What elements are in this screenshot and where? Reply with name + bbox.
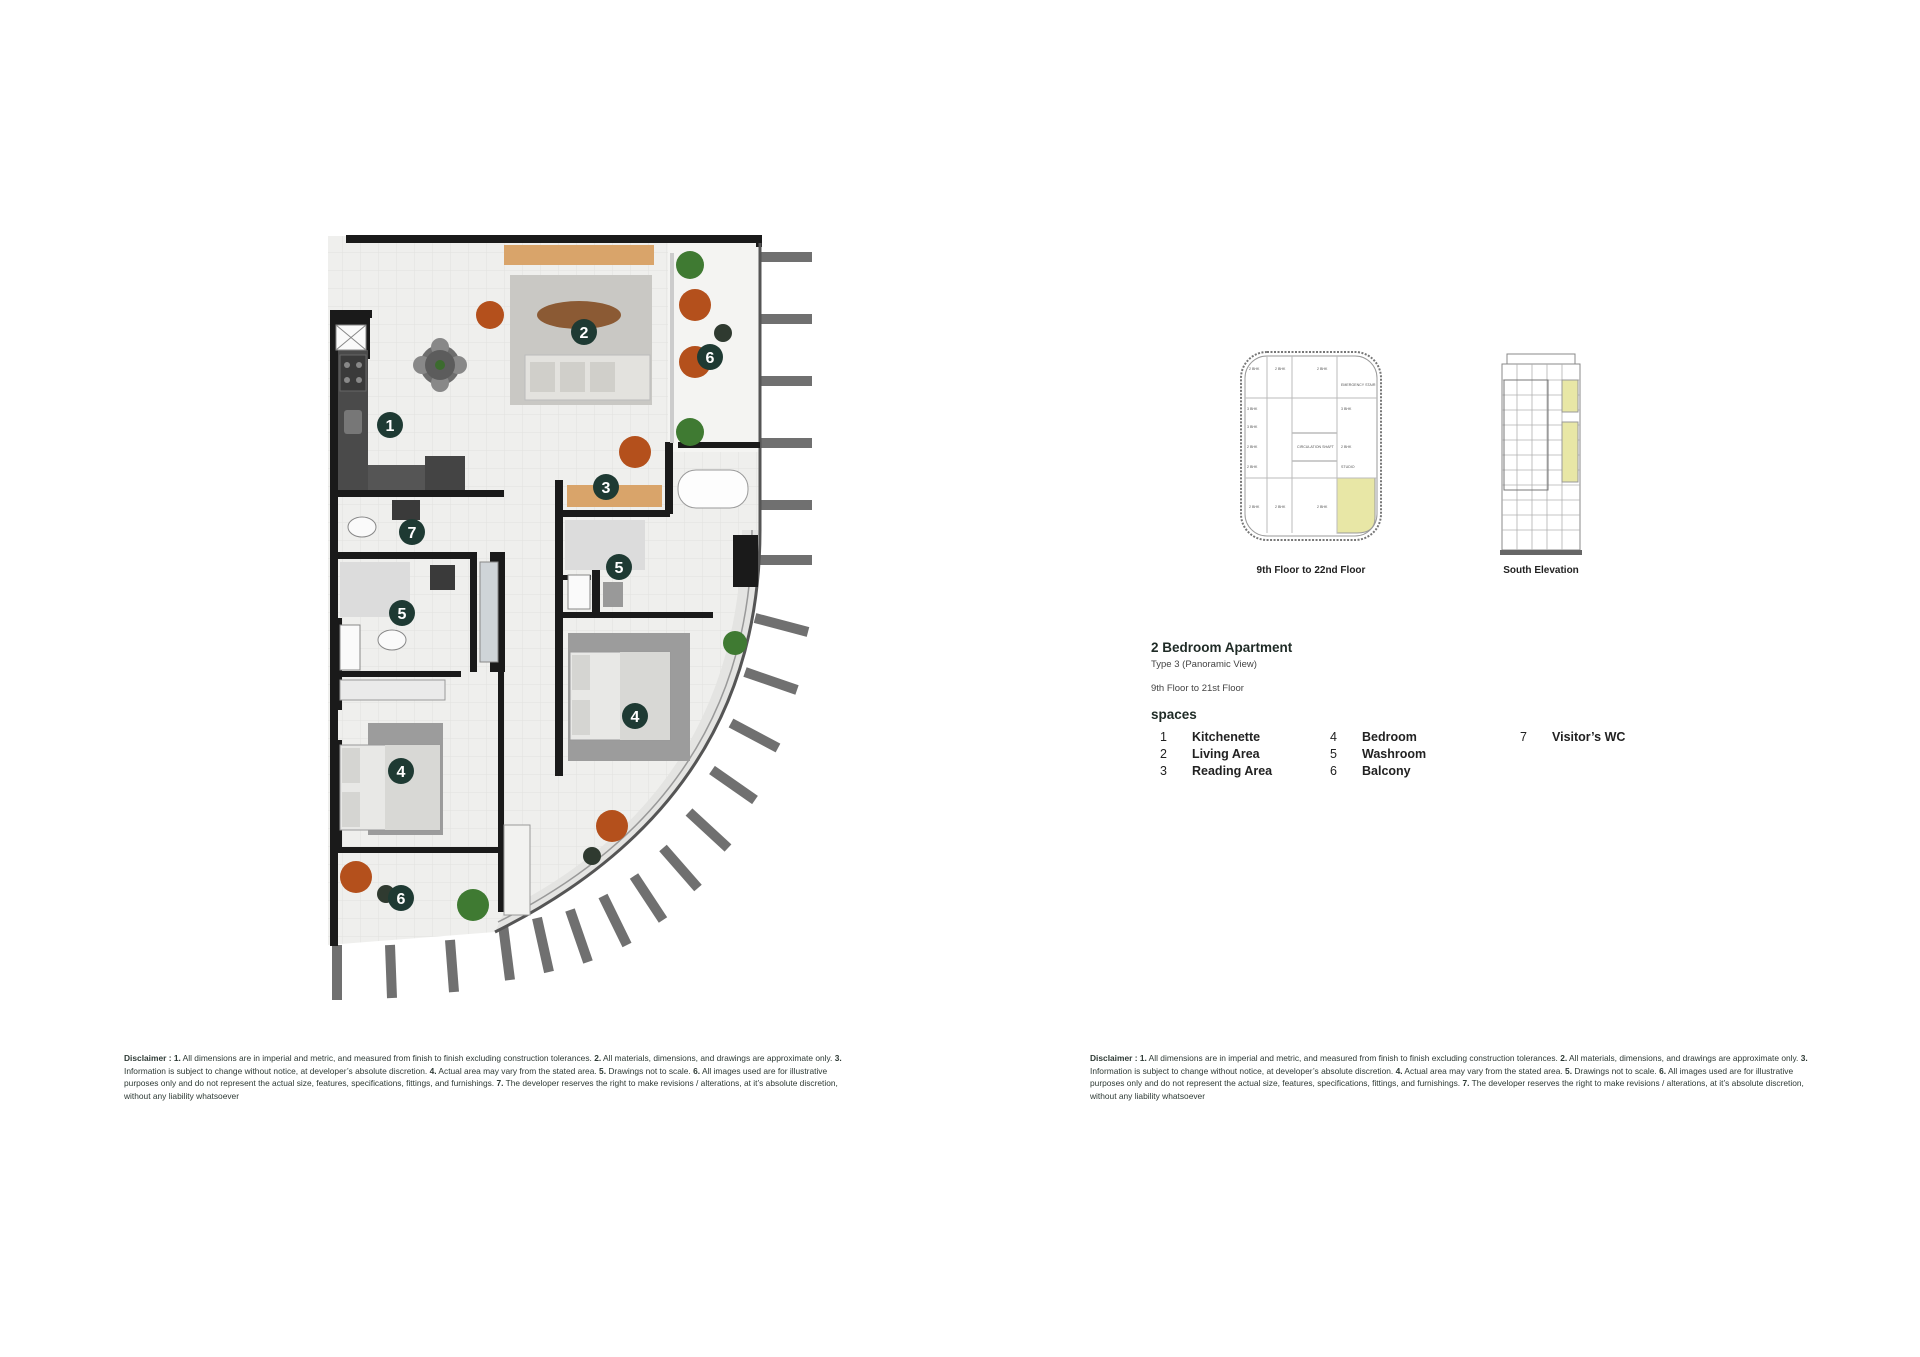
space-num: 7 — [1520, 730, 1527, 744]
space-item — [1330, 730, 1417, 744]
marker-5-left-label: 5 — [397, 606, 407, 623]
key-room-label: 2 BHK — [1249, 367, 1260, 371]
disclaimer-text: Drawings not to scale. — [1572, 1065, 1660, 1076]
key-floor-plan — [1237, 348, 1385, 546]
bathtub — [678, 470, 748, 508]
apartment-subtitle: Type 3 (Panoramic View) — [1151, 659, 1257, 670]
key-plan-caption: 9th Floor to 22nd Floor — [1256, 565, 1366, 576]
marker-4-left — [388, 758, 414, 784]
disclaimer-num: 6. — [1659, 1065, 1667, 1076]
disclaimer-text: The developer reserves the right to make revisions / alterations, at it’s absolute discretion, without any liability whatsoever — [124, 1078, 838, 1101]
space-label: Living Area — [1192, 747, 1260, 761]
marker-5-center-label: 5 — [614, 560, 624, 577]
disclaimer-text: All materials, dimensions, and drawings are approximate only. — [1567, 1053, 1801, 1063]
marker-4-left-label: 4 — [396, 764, 406, 781]
marker-5-center — [606, 554, 632, 580]
space-num: 4 — [1330, 730, 1337, 744]
disclaimer-num: 4. — [429, 1065, 437, 1076]
disclaimer-text: All materials, dimensions, and drawings are approximate only. — [601, 1053, 835, 1063]
disclaimer-left — [124, 1052, 852, 1102]
key-room-label: 2 BHK — [1275, 367, 1286, 371]
disclaimer-text: Information is subject to change without notice, at developer’s absolute discretion. — [1090, 1065, 1396, 1076]
disclaimer-label: Disclaimer : — [1090, 1053, 1138, 1063]
marker-7 — [399, 519, 425, 545]
disclaimer-num: 7. — [1462, 1078, 1470, 1089]
space-num: 3 — [1160, 764, 1167, 778]
disclaimer-num: 5. — [599, 1065, 607, 1076]
facade-fins-right — [760, 252, 812, 565]
key-room-label: 2 BHK — [1247, 445, 1258, 449]
key-room-label: 2 BHK — [1275, 505, 1286, 509]
space-item — [1520, 730, 1625, 744]
key-room-label: 2 BHK — [1317, 367, 1328, 371]
marker-4-right-label: 4 — [630, 709, 640, 726]
marker-1 — [377, 412, 403, 438]
key-room-label: 2 BHK — [1317, 505, 1328, 509]
space-num: 2 — [1160, 747, 1167, 761]
disclaimer-num: 3. — [1800, 1053, 1808, 1063]
disclaimer-num: 1. — [1139, 1053, 1147, 1063]
apartment-floors: 9th Floor to 21st Floor — [1151, 683, 1244, 694]
key-room-label: 3 BHK — [1341, 407, 1352, 411]
space-label: Balcony — [1362, 764, 1411, 778]
marker-3-label: 3 — [601, 480, 611, 497]
key-room-label: EMERGENCY STAIR — [1341, 383, 1376, 387]
key-room-label: 3 BHK — [1247, 425, 1258, 429]
south-elevation — [1492, 350, 1590, 568]
visitor-wc-fixtures — [392, 500, 420, 520]
space-label: Kitchenette — [1192, 730, 1261, 744]
space-item — [1160, 747, 1260, 761]
disclaimer-num: 6. — [693, 1065, 701, 1076]
marker-6-bottom-label: 6 — [396, 891, 406, 908]
space-num: 1 — [1160, 730, 1167, 744]
washroom-center-fixtures — [565, 520, 645, 570]
wardrobe — [504, 825, 530, 915]
disclaimer-text: Information is subject to change without notice, at developer’s absolute discretion. — [124, 1065, 430, 1076]
marker-2 — [571, 319, 597, 345]
key-room-label: 2 BHK — [1341, 445, 1352, 449]
key-room-label: 2 BHK — [1249, 505, 1260, 509]
marker-6-top — [697, 344, 723, 370]
disclaimer-num: 1. — [173, 1053, 181, 1063]
disclaimer-text: Actual area may vary from the stated area. — [436, 1065, 600, 1076]
disclaimer-right — [1090, 1052, 1818, 1102]
space-num: 5 — [1330, 747, 1337, 761]
key-room-label: 2 BHK — [1247, 465, 1258, 469]
disclaimer-label: Disclaimer : — [124, 1053, 172, 1063]
disclaimer-num: 4. — [1395, 1065, 1403, 1076]
bedroom-right-furniture — [568, 633, 690, 761]
disclaimer-num: 2. — [594, 1053, 602, 1063]
disclaimer-num: 3. — [834, 1053, 842, 1063]
disclaimer-num: 5. — [1565, 1065, 1573, 1076]
elevation-caption: South Elevation — [1503, 565, 1579, 576]
space-item — [1160, 764, 1272, 778]
space-item — [1330, 764, 1411, 778]
disclaimer-text: The developer reserves the right to make revisions / alterations, at it’s absolute discretion, without any liability whatsoever — [1090, 1078, 1804, 1101]
space-num: 6 — [1330, 764, 1337, 778]
disclaimer-text: Actual area may vary from the stated area. — [1402, 1065, 1566, 1076]
key-room-label: CIRCULATION SHAFT — [1297, 445, 1334, 449]
disclaimer-num: 2. — [1560, 1053, 1568, 1063]
disclaimer-text: All dimensions are in imperial and metric, and measured from finish to finish excluding construction tolerances. — [180, 1053, 595, 1063]
space-label: Washroom — [1362, 747, 1427, 761]
marker-3 — [593, 474, 619, 500]
disclaimer-text: Drawings not to scale. — [606, 1065, 694, 1076]
space-item — [1330, 747, 1426, 761]
space-label: Bedroom — [1362, 730, 1417, 744]
marker-6-top-label: 6 — [705, 350, 715, 367]
floor-plan — [300, 220, 840, 1010]
marker-2-label: 2 — [579, 325, 589, 342]
key-room-label: STUDIO — [1341, 465, 1355, 469]
spaces-heading: spaces — [1151, 707, 1197, 722]
marker-1-label: 1 — [385, 418, 395, 435]
disclaimer-text: All dimensions are in imperial and metric, and measured from finish to finish excluding construction tolerances. — [1146, 1053, 1561, 1063]
marker-6-bottom — [388, 885, 414, 911]
apartment-title: 2 Bedroom Apartment — [1151, 640, 1293, 655]
space-item — [1160, 730, 1260, 744]
disclaimer-num: 7. — [496, 1078, 504, 1089]
space-label: Reading Area — [1192, 764, 1273, 778]
disclaimer-text: All images used are for illustrative purposes only and do not represent the actual size, features, specifications, fittings, and furnishings. — [124, 1065, 828, 1089]
marker-5-left — [389, 600, 415, 626]
marker-7-label: 7 — [407, 525, 417, 542]
key-room-label: 3 BHK — [1247, 407, 1258, 411]
space-label: Visitor’s WC — [1552, 730, 1626, 744]
disclaimer-text: All images used are for illustrative purposes only and do not represent the actual size, features, specifications, fittings, and furnishings. — [1090, 1065, 1794, 1089]
marker-4-right — [622, 703, 648, 729]
